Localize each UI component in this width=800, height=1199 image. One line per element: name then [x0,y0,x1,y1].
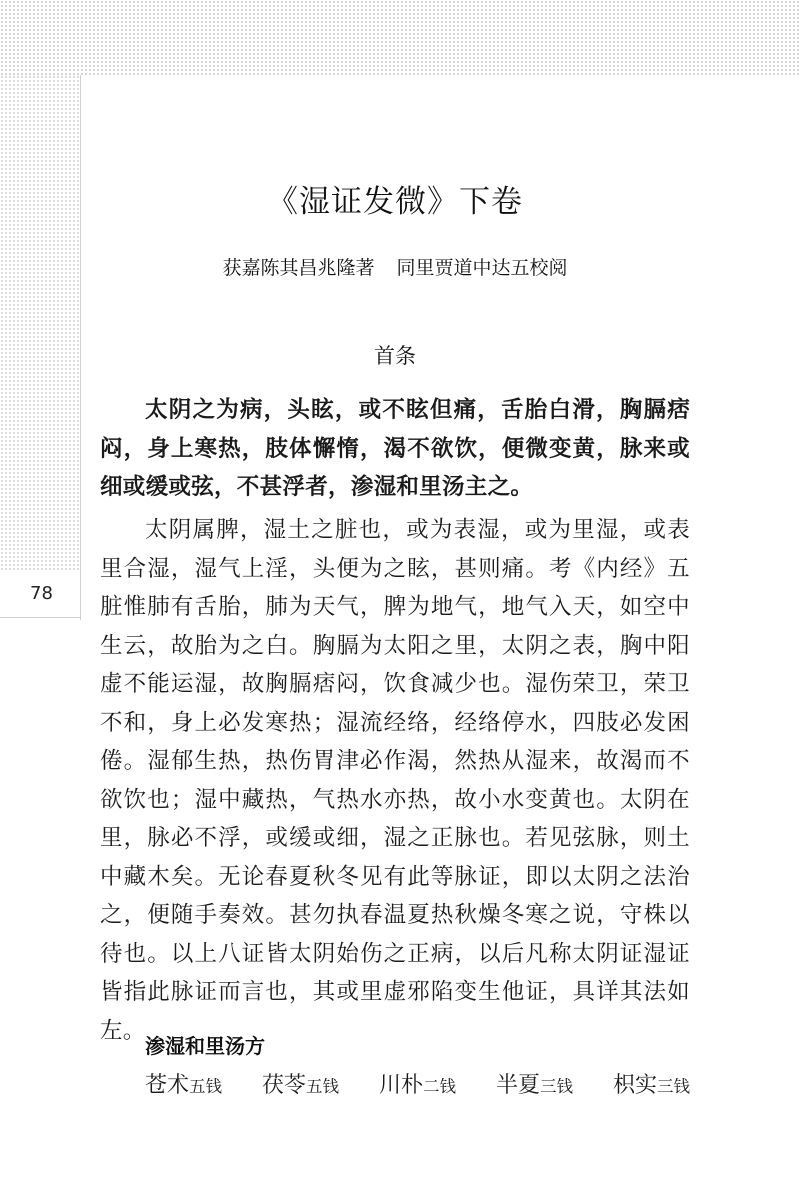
proofreader-credit: 同里贾道中达五校阅 [396,257,568,279]
formula-title: 渗湿和里汤方 [145,1034,265,1058]
herb-dose: 五钱 [306,1077,339,1096]
margin-rule-horizontal [0,617,80,618]
chapter-title: 《湿证发微》下卷 [267,184,523,220]
herb-item [262,1066,339,1107]
herb-dose: 五钱 [189,1077,223,1096]
herb-list [145,1066,690,1107]
herb-item [613,1066,690,1107]
herb-name: 川朴 [378,1073,423,1098]
herb-name: 茯苓 [261,1073,306,1098]
clause-paragraph: 太阴之为病，头眩，或不眩但痛，舌胎白滑，胸膈痞闷，身上寒热，肢体懈惰，渴不欲饮，便微变黄，脉来或细或缓或弦，不甚浮者，渗湿和里汤主之。 [100,397,690,500]
commentary-paragraph: 太阴属脾，湿土之脏也，或为表湿，或为里湿，或表里合湿，湿气上淫，头便为之眩，甚则痛。考《内经》五脏惟肺有舌胎，肺为天气，脾为地气，地气入天，如空中生云，故胎为之白。胸膈为太阳之里，太阴之表，胸中阳虚不能运湿，故胸膈痞闷，饮食减少也。湿伤荣卫，荣卫不和，身上必发寒热；湿流经络，经络停水，四肢必发困倦。湿郁生热，热伤胃津必作渴，然热从湿来，故渴而不欲饮也；湿中藏热，气热水亦热，故小水变黄也。太阴在里，脉必不浮，或缓或细，湿之正脉也。若见弦脉，则土中藏木矣。无论春夏秋冬见有此等脉证，即以太阴之法治之，便随手奏效。甚勿执春温夏热秋燥冬寒之说，守株以待也。以上八证皆太阴始伤之正病，以后凡称太阴证湿证皆指此脉证而言也，其或里虚邪陷变生他证，具详其法如左。 [100,517,690,1044]
herb-item [145,1066,222,1107]
herb-item [379,1066,456,1107]
herb-name: 苍术 [145,1073,190,1098]
herb-dose: 二钱 [422,1077,456,1096]
herb-dose: 三钱 [656,1077,690,1096]
page-number: 78 [30,583,53,604]
author-credit: 获嘉陈其昌兆隆著 [222,257,375,279]
section-heading: 首条 [374,344,416,368]
author-line [0,253,790,280]
herb-name: 半夏 [495,1073,540,1098]
decorative-dot-pattern [0,0,800,75]
decorative-side-dot-pattern [0,75,80,570]
herb-name: 枳实 [612,1073,657,1098]
herb-dose: 三钱 [539,1077,573,1096]
herb-item [496,1066,573,1107]
